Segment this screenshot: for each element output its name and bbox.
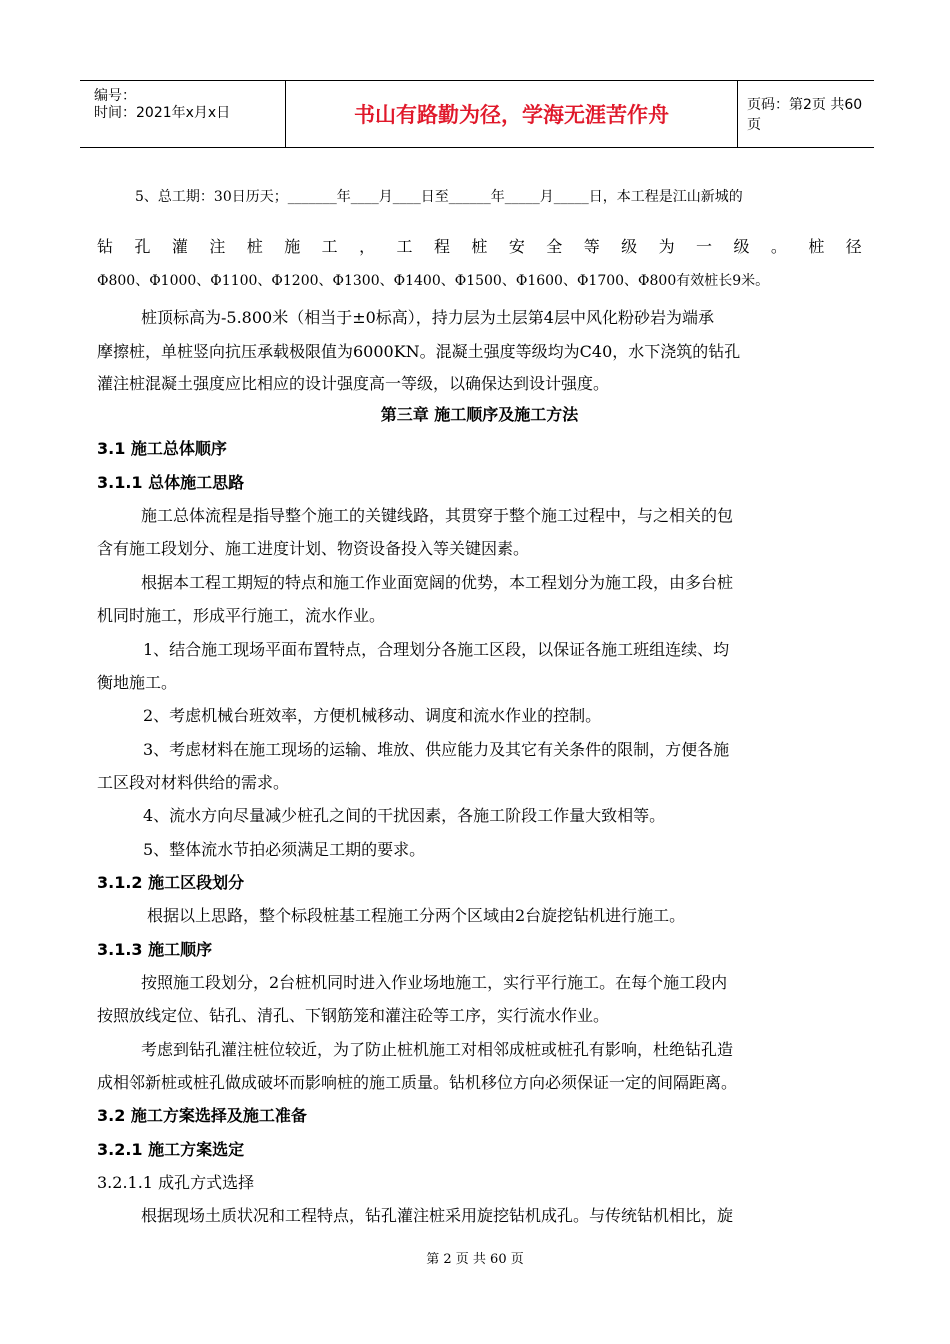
header-table xyxy=(80,80,874,148)
spread-char: 桩 xyxy=(808,237,825,256)
paragraph-line: 按照施工段划分，2台桩机同时进入作业场地施工，实行平行施工。在每个施工段内 xyxy=(141,973,728,992)
paragraph-line: 桩顶标高为-5.800米（相当于±0标高），持力层为土层第4层中风化粉砂岩为端承 xyxy=(141,308,714,327)
spread-char: 级 xyxy=(733,237,750,256)
spread-char: 工 xyxy=(321,237,338,256)
paragraph-line: 考虑到钻孔灌注桩位较近，为了防止桩机施工对相邻成桩或桩孔有影响，杜绝钻孔造 xyxy=(141,1040,734,1059)
header-motto: 书山有路勤为径，学海无涯苦作舟 xyxy=(285,81,738,147)
chapter-title: 第三章 施工顺序及施工方法 xyxy=(380,405,579,424)
spread-char: ， xyxy=(359,237,376,256)
paragraph-line: 摩擦桩，单桩竖向抗压承载极限值为6000KN。混凝土强度等级均为C40，水下浇筑的钻孔 xyxy=(97,342,741,361)
list-item-3-cont: 工区段对材料供给的需求。 xyxy=(97,773,290,792)
doc-time-label: 时间：2021年x月x日 xyxy=(94,105,231,121)
section-heading-3-1-2: 3.1.2 施工区段划分 xyxy=(97,873,245,892)
spread-char: 工 xyxy=(396,237,413,256)
paragraph-line: 含有施工段划分、施工进度计划、物资设备投入等关键因素。 xyxy=(97,539,530,558)
spread-char: 等 xyxy=(583,237,600,256)
section-heading-3-2-1-1: 3.2.1.1 成孔方式选择 xyxy=(97,1173,255,1192)
pile-diameter-line: Φ800、Φ1000、Φ1100、Φ1200、Φ1300、Φ1400、Φ1500、Φ1600、Φ1700、Φ800有效桩长9米。 xyxy=(97,273,770,289)
paragraph-line: 施工总体流程是指导整个施工的关键线路，其贯穿于整个施工过程中，与之相关的包 xyxy=(141,506,734,525)
paragraph-line: 机同时施工，形成平行施工，流水作业。 xyxy=(97,606,386,625)
project-duration-line: 5、总工期：30日历天；_______年____月____日至______年_____月_____日，本工程是江山新城的 xyxy=(135,189,743,205)
spread-char: 钻 xyxy=(97,237,114,256)
header-meta xyxy=(80,81,285,147)
spread-char: 灌 xyxy=(171,237,188,256)
spread-char: 全 xyxy=(546,237,563,256)
spread-char: 一 xyxy=(696,237,713,256)
section-heading-3-2: 3.2 施工方案选择及施工准备 xyxy=(97,1106,307,1125)
section-heading-3-1-3: 3.1.3 施工顺序 xyxy=(97,940,213,959)
spread-char: 桩 xyxy=(471,237,488,256)
paragraph-line: 根据现场土质状况和工程特点，钻孔灌注桩采用旋挖钻机成孔。与传统钻机相比，旋 xyxy=(141,1206,734,1225)
header-page-number: 页码：第2页 共60页 xyxy=(747,97,863,133)
spread-char: 注 xyxy=(209,237,226,256)
list-item-3: 3、考虑材料在施工现场的运输、堆放、供应能力及其它有关条件的限制，方便各施 xyxy=(143,740,730,759)
paragraph-line: 灌注桩混凝土强度应比相应的设计强度高一等级，以确保达到设计强度。 xyxy=(97,374,610,393)
project-scope-line xyxy=(97,234,862,257)
spread-char: 安 xyxy=(508,237,525,256)
list-item-2: 2、考虑机械台班效率，方便机械移动、调度和流水作业的控制。 xyxy=(143,706,602,725)
section-heading-3-1-1: 3.1.1 总体施工思路 xyxy=(97,473,245,492)
spread-char: 孔 xyxy=(134,237,151,256)
page-footer: 第 2 页 共 60 页 xyxy=(426,1252,524,1267)
spread-char: 级 xyxy=(621,237,638,256)
list-item-5: 5、整体流水节拍必须满足工期的要求。 xyxy=(143,840,426,859)
spread-char: 程 xyxy=(433,237,450,256)
section-heading-3-1: 3.1 施工总体顺序 xyxy=(97,439,227,458)
spread-char: 施 xyxy=(284,237,301,256)
paragraph-line: 按照放线定位、钻孔、清孔、下钢筋笼和灌注砼等工序，实行流水作业。 xyxy=(97,1006,610,1025)
spread-char: 为 xyxy=(658,237,675,256)
paragraph-line: 根据以上思路，整个标段桩基工程施工分两个区域由2台旋挖钻机进行施工。 xyxy=(147,906,686,925)
paragraph-line: 成相邻新桩或桩孔做成破坏而影响桩的施工质量。钻机移位方向必须保证一定的间隔距离。 xyxy=(97,1073,738,1092)
list-item-4: 4、流水方向尽量减少桩孔之间的干扰因素，各施工阶段工作量大致相等。 xyxy=(143,806,666,825)
list-item-1-cont: 衡地施工。 xyxy=(97,673,178,692)
spread-char: 桩 xyxy=(246,237,263,256)
spread-char: 径 xyxy=(845,237,862,256)
spread-char: 。 xyxy=(770,237,787,256)
doc-number-label: 编号： xyxy=(94,88,136,104)
paragraph-line: 根据本工程工期短的特点和施工作业面宽阔的优势，本工程划分为施工段，由多台桩 xyxy=(141,573,734,592)
list-item-1: 1、结合施工现场平面布置特点，合理划分各施工区段，以保证各施工班组连续、均 xyxy=(143,640,730,659)
section-heading-3-2-1: 3.2.1 施工方案选定 xyxy=(97,1140,245,1159)
